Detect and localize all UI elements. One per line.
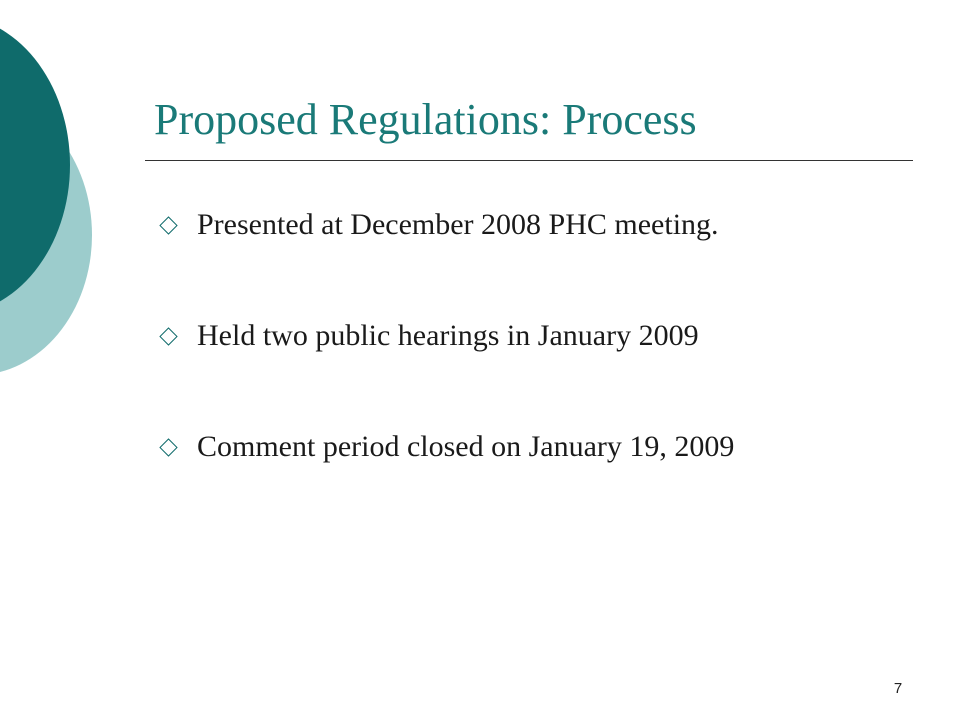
- page-number: 7: [893, 680, 903, 697]
- title-divider: [145, 160, 913, 161]
- hollow-diamond-icon: [159, 216, 177, 234]
- bullet-text: Comment period closed on January 19, 2009: [197, 430, 735, 463]
- hollow-diamond-icon: [159, 327, 177, 345]
- bullet-list: [158, 200, 734, 533]
- bullet-item: [158, 422, 734, 472]
- bullet-item: [158, 311, 734, 361]
- bullet-item: [158, 200, 734, 250]
- slide-title: Proposed Regulations: Process: [154, 95, 697, 144]
- bullet-text: Presented at December 2008 PHC meeting.: [197, 208, 719, 241]
- bullet-text: Held two public hearings in January 2009: [197, 319, 699, 352]
- hollow-diamond-icon: [159, 438, 177, 456]
